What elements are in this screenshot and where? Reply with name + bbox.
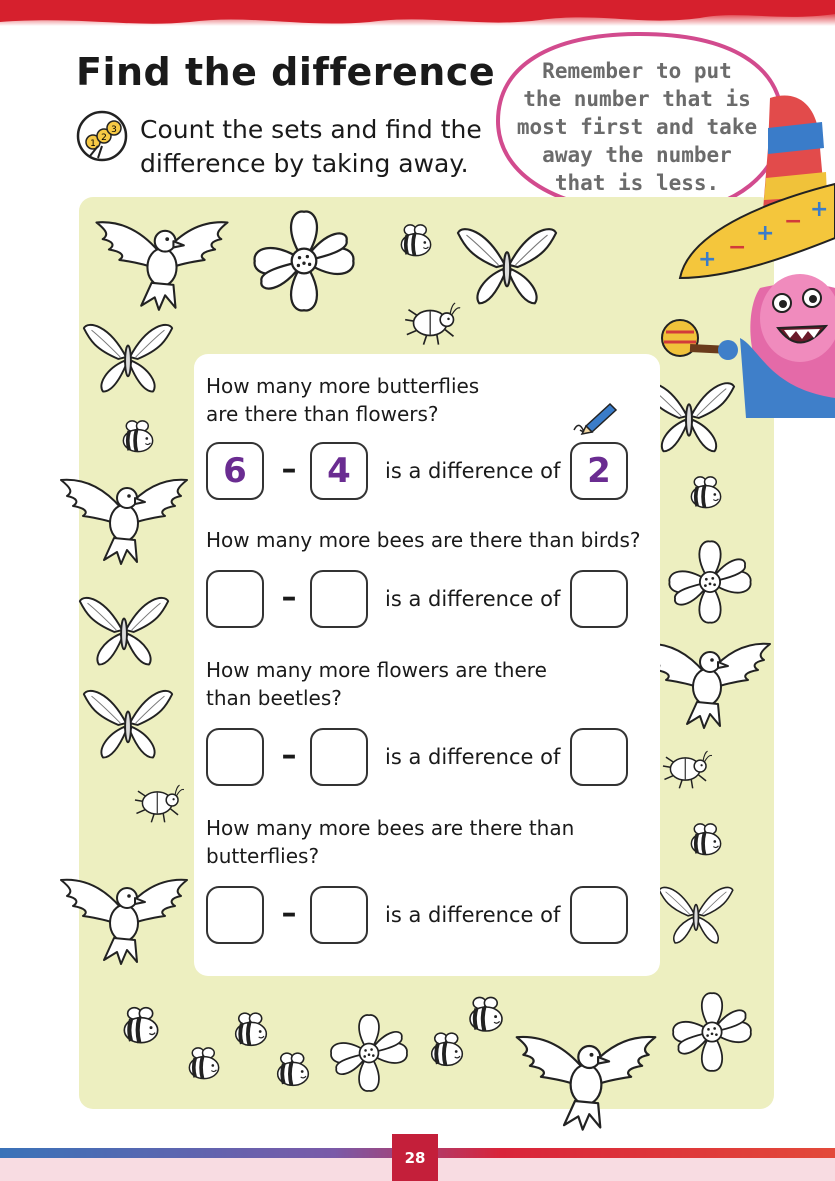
q2-minus-sign: – — [281, 580, 297, 615]
beetle-icon — [132, 772, 184, 834]
question-line: How many more bees are there than — [206, 816, 575, 840]
beetle-icon — [660, 736, 712, 802]
hat-symbol: − — [728, 235, 747, 260]
hat-symbol: + — [698, 247, 717, 272]
q2-difference-label: is a difference of — [385, 587, 561, 611]
question-line: are there than flowers? — [206, 402, 439, 426]
bee-icon — [116, 418, 160, 456]
bird-icon — [508, 1024, 664, 1134]
flower-icon — [668, 988, 756, 1076]
q1-first-number-box[interactable]: 6 — [206, 442, 264, 500]
q2-answer-box[interactable] — [570, 570, 628, 628]
butterfly-icon — [656, 878, 736, 952]
q4-first-number-box[interactable] — [206, 886, 264, 944]
q4-answer-box[interactable] — [570, 886, 628, 944]
bee-icon — [228, 1010, 274, 1050]
q2-second-number-box[interactable] — [310, 570, 368, 628]
flower-icon — [326, 1010, 412, 1096]
q4-minus-sign: – — [281, 896, 297, 931]
top-decorative-stripe — [0, 0, 835, 26]
bee-icon — [182, 1044, 226, 1084]
butterfly-icon — [452, 218, 562, 314]
hat-symbol: + — [756, 221, 775, 246]
q1-minus-sign: – — [281, 452, 297, 487]
butterfly-icon — [80, 314, 176, 402]
bee-icon — [424, 1030, 470, 1070]
flower-icon — [664, 536, 756, 628]
question-line: How many more flowers are there — [206, 658, 547, 682]
q1-answer-box[interactable]: 2 — [570, 442, 628, 500]
bee-icon — [116, 1004, 166, 1048]
step-1-label: 1 — [90, 139, 96, 149]
page-title: Find the difference — [76, 50, 496, 94]
instruction-text: Count the sets and find the difference by taking away. — [140, 115, 482, 178]
bee-icon — [394, 222, 438, 260]
page-number: 28 — [392, 1134, 438, 1181]
bubble-line: the number that is — [523, 87, 751, 111]
bird-icon — [58, 468, 190, 568]
question-1-text — [206, 372, 656, 428]
question-line: than beetles? — [206, 686, 342, 710]
q4-second-number-box[interactable] — [310, 886, 368, 944]
bubble-line: that is less. — [554, 171, 720, 195]
q3-minus-sign: – — [281, 738, 297, 773]
hat-symbol: + — [810, 197, 829, 222]
bubble-line: away the number — [542, 143, 732, 167]
bubble-line: most first and take — [516, 115, 758, 139]
mascot-character-icon — [650, 88, 835, 418]
q4-difference-label: is a difference of — [385, 903, 561, 927]
question-line: butterflies? — [206, 844, 320, 868]
question-2-text — [206, 526, 656, 554]
butterfly-icon — [80, 680, 176, 768]
bee-icon — [462, 994, 510, 1036]
question-line: How many more butterflies — [206, 374, 480, 398]
counting-steps-icon — [76, 110, 128, 162]
beetle-icon — [396, 298, 466, 348]
q1-difference-label: is a difference of — [385, 459, 561, 483]
butterfly-icon — [76, 586, 172, 676]
bee-icon — [684, 820, 728, 860]
bee-icon — [270, 1050, 316, 1090]
hat-symbol: − — [784, 209, 803, 234]
flower-icon — [248, 205, 360, 317]
bird-icon — [94, 210, 230, 314]
step-2-label: 2 — [101, 133, 107, 143]
bee-icon — [684, 474, 728, 512]
bird-icon — [58, 868, 190, 968]
step-3-label: 3 — [111, 125, 117, 135]
q3-second-number-box[interactable] — [310, 728, 368, 786]
question-3-text — [206, 656, 656, 712]
q3-first-number-box[interactable] — [206, 728, 264, 786]
q2-first-number-box[interactable] — [206, 570, 264, 628]
q3-answer-box[interactable] — [570, 728, 628, 786]
question-line: How many more bees are there than birds? — [206, 528, 641, 552]
bubble-line: Remember to put — [542, 59, 732, 83]
question-4-text — [206, 814, 656, 870]
q1-second-number-box[interactable]: 4 — [310, 442, 368, 500]
q3-difference-label: is a difference of — [385, 745, 561, 769]
